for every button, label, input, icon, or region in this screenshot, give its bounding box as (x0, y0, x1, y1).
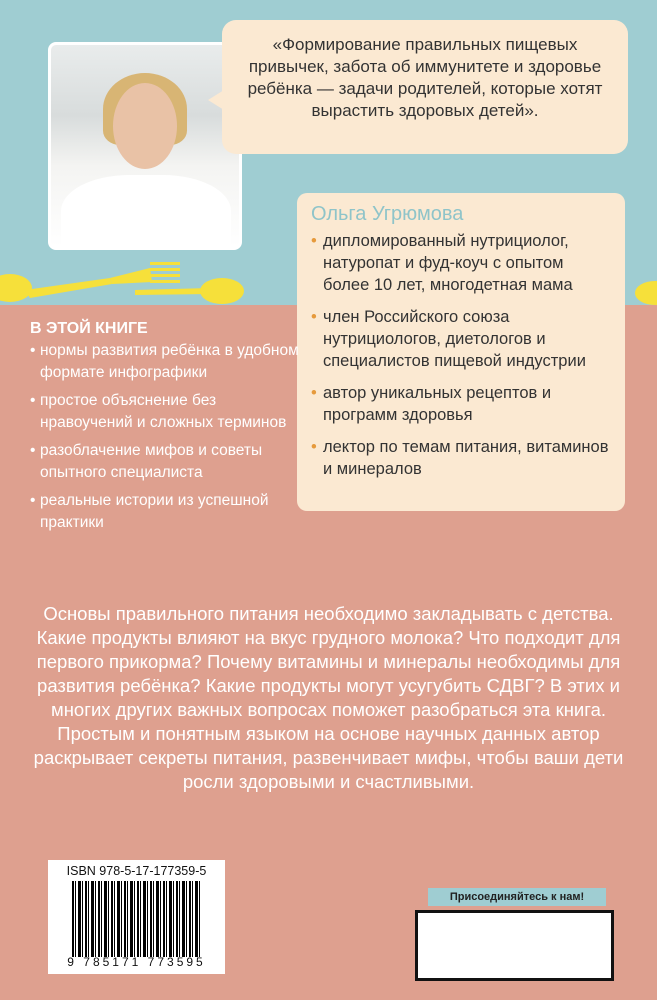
author-name: Ольга Угрюмова (311, 203, 464, 225)
in-book-item: • реальные истории из успешной практики (30, 490, 300, 534)
quote-text: «Формирование правильных пищевых привычек, забота об иммунитете и здоровье ребёнка — задачи родителей, которые хотят вырастить здоровых детей». (247, 35, 603, 120)
author-box (297, 193, 625, 511)
in-book-title: В ЭТОЙ КНИГЕ (30, 320, 148, 337)
author-fact: • лектор по темам питания, витаминов и минералов (311, 436, 611, 480)
in-book-item: • простое объяснение без нравоучений и сложных терминов (30, 390, 300, 434)
in-book-item: • нормы развития ребёнка в удобном формате инфографики (30, 340, 300, 384)
author-fact: • автор уникальных рецептов и программ здоровья (311, 382, 611, 426)
ean-number: 9 785171 773595 (67, 955, 206, 969)
photo-face (113, 83, 177, 169)
isbn-text: ISBN 978-5-17-177359-5 (66, 864, 207, 878)
quote-bubble (222, 20, 628, 154)
in-book-section (30, 320, 300, 540)
join-label: Присоединяйтесь к нам! (428, 888, 606, 906)
in-book-item: • разоблачение мифов и советы опытного специалиста (30, 440, 300, 484)
qr-code-box[interactable] (415, 910, 614, 981)
photo-shirt (61, 175, 231, 250)
barcode-bars (72, 881, 201, 957)
author-photo (48, 42, 242, 250)
barcode-block (48, 860, 225, 974)
author-fact: • член Российского союза нутрициологов, диетологов и специалистов пищевой индустрии (311, 306, 611, 372)
book-description: Основы правильного питания необходимо закладывать с детства. Какие продукты влияют на вкус грудного молока? Что подходит для первого прикорма? Почему витамины и минералы необходимы для развития ребёнка? Какие продукты могут усугубить СДВГ? В этих и многих других важных вопросах поможет разобраться эта книга. Простым и понятным языком на основе научных данных автор раскрывает секреты питания, развенчивает мифы, чтобы ваши дети росли здоровыми и счастливыми. (33, 603, 624, 792)
author-fact: • дипломированный нутрициолог, натуропат и фуд-коуч с опытом более 10 лет, многодетная мама (311, 230, 611, 296)
